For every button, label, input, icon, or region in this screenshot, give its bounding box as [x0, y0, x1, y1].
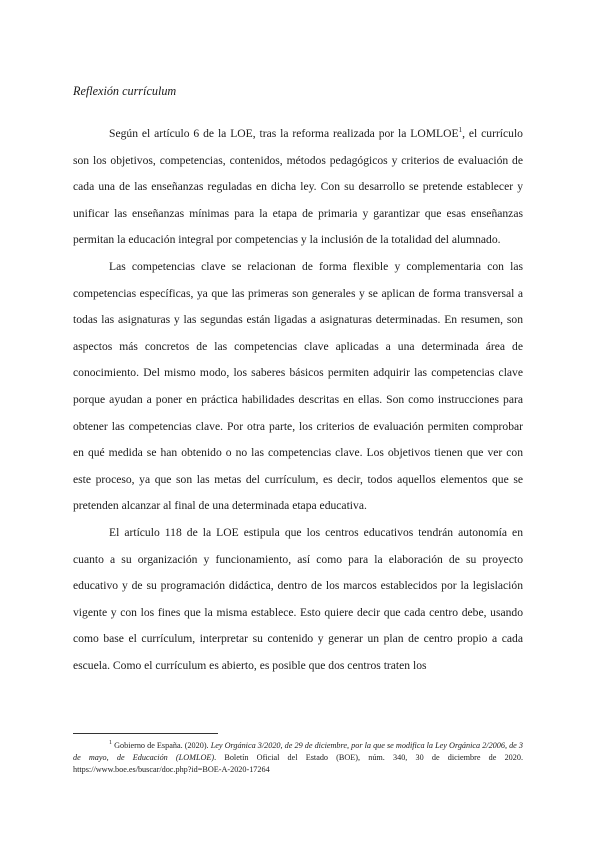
footnote-reference[interactable]: 1 [458, 126, 463, 135]
document-body [73, 121, 523, 679]
footnote-details: . Boletín Oficial del Estado (BOE), núm. 340, 30 de diciembre de 2020. https://www.boe.es/buscar/doc.php?id=BOE-A-2020-17264 [73, 752, 523, 774]
paragraph: Las competencias clave se relacionan de forma flexible y complementaria con las competencias específicas, ya que las primeras son generales y se aplican de forma transversal a todas las asignaturas y las segundas están ligadas a asignaturas determinadas. En resumen, son aspectos más concretos de las competencias clave aplicadas a una determinada área de conocimiento. Del mismo modo, los saberes básicos permiten adquirir las competencias clave porque ayudan a poner en práctica habilidades descritas en ellas. Son como instrucciones para obtener las competencias clave. Por otra parte, los criterios de evaluación permiten comprobar en qué medida se han obtenido o no las competencias clave. Los objetivos tienen que ver con este proceso, ya que son las metas del currículum, es decir, todos aquellos elementos que se pretenden alcanzar al final de una determinada etapa educativa. [73, 259, 523, 513]
paragraph-text: , el currículo son los objetivos, competencias, contenidos, métodos pedagógicos y criterios de evaluación de cada una de las enseñanzas reguladas en dicha ley. Con su desarrollo se pretende establecer y unificar las enseñanzas mínimas para la etapa de primaria y garantizar que esas enseñanzas permitan la educación integral por competencias y la inclusión de la totalidad del alumnado. [73, 127, 523, 247]
footnote-title: Ley Orgánica 3/2020, de 29 de diciembre, por la que se modifica la Ley Orgánica 2/2006, de 3 de mayo, de Educación (LOMLOE) [73, 741, 523, 762]
paragraph-text: Según el artículo 6 de la LOE, tras la reforma realizada por la LOMLOE [109, 127, 459, 140]
footnote [73, 740, 523, 775]
paragraph [73, 121, 523, 254]
document-title: Reflexión currículum [73, 84, 177, 98]
footnote-number: 1 [109, 740, 112, 747]
paragraph: El artículo 118 de la LOE estipula que los centros educativos tendrán autonomía en cuanto a su organización y funcionamiento, así como para la elaboración de su proyecto educativo y de su programación didáctica, dentro de los marcos establecidos por la legislación vigente y con los fines que la misma establece. Esto quiere decir que cada centro debe, usando como base el currículum, interpretar su contenido y generar un plan de centro propio a cada escuela. Como el currículum es abierto, es posible que dos centros traten los [73, 525, 523, 672]
footnote-author: Gobierno de España. (2020). [114, 741, 211, 750]
footnote-separator [73, 733, 218, 734]
